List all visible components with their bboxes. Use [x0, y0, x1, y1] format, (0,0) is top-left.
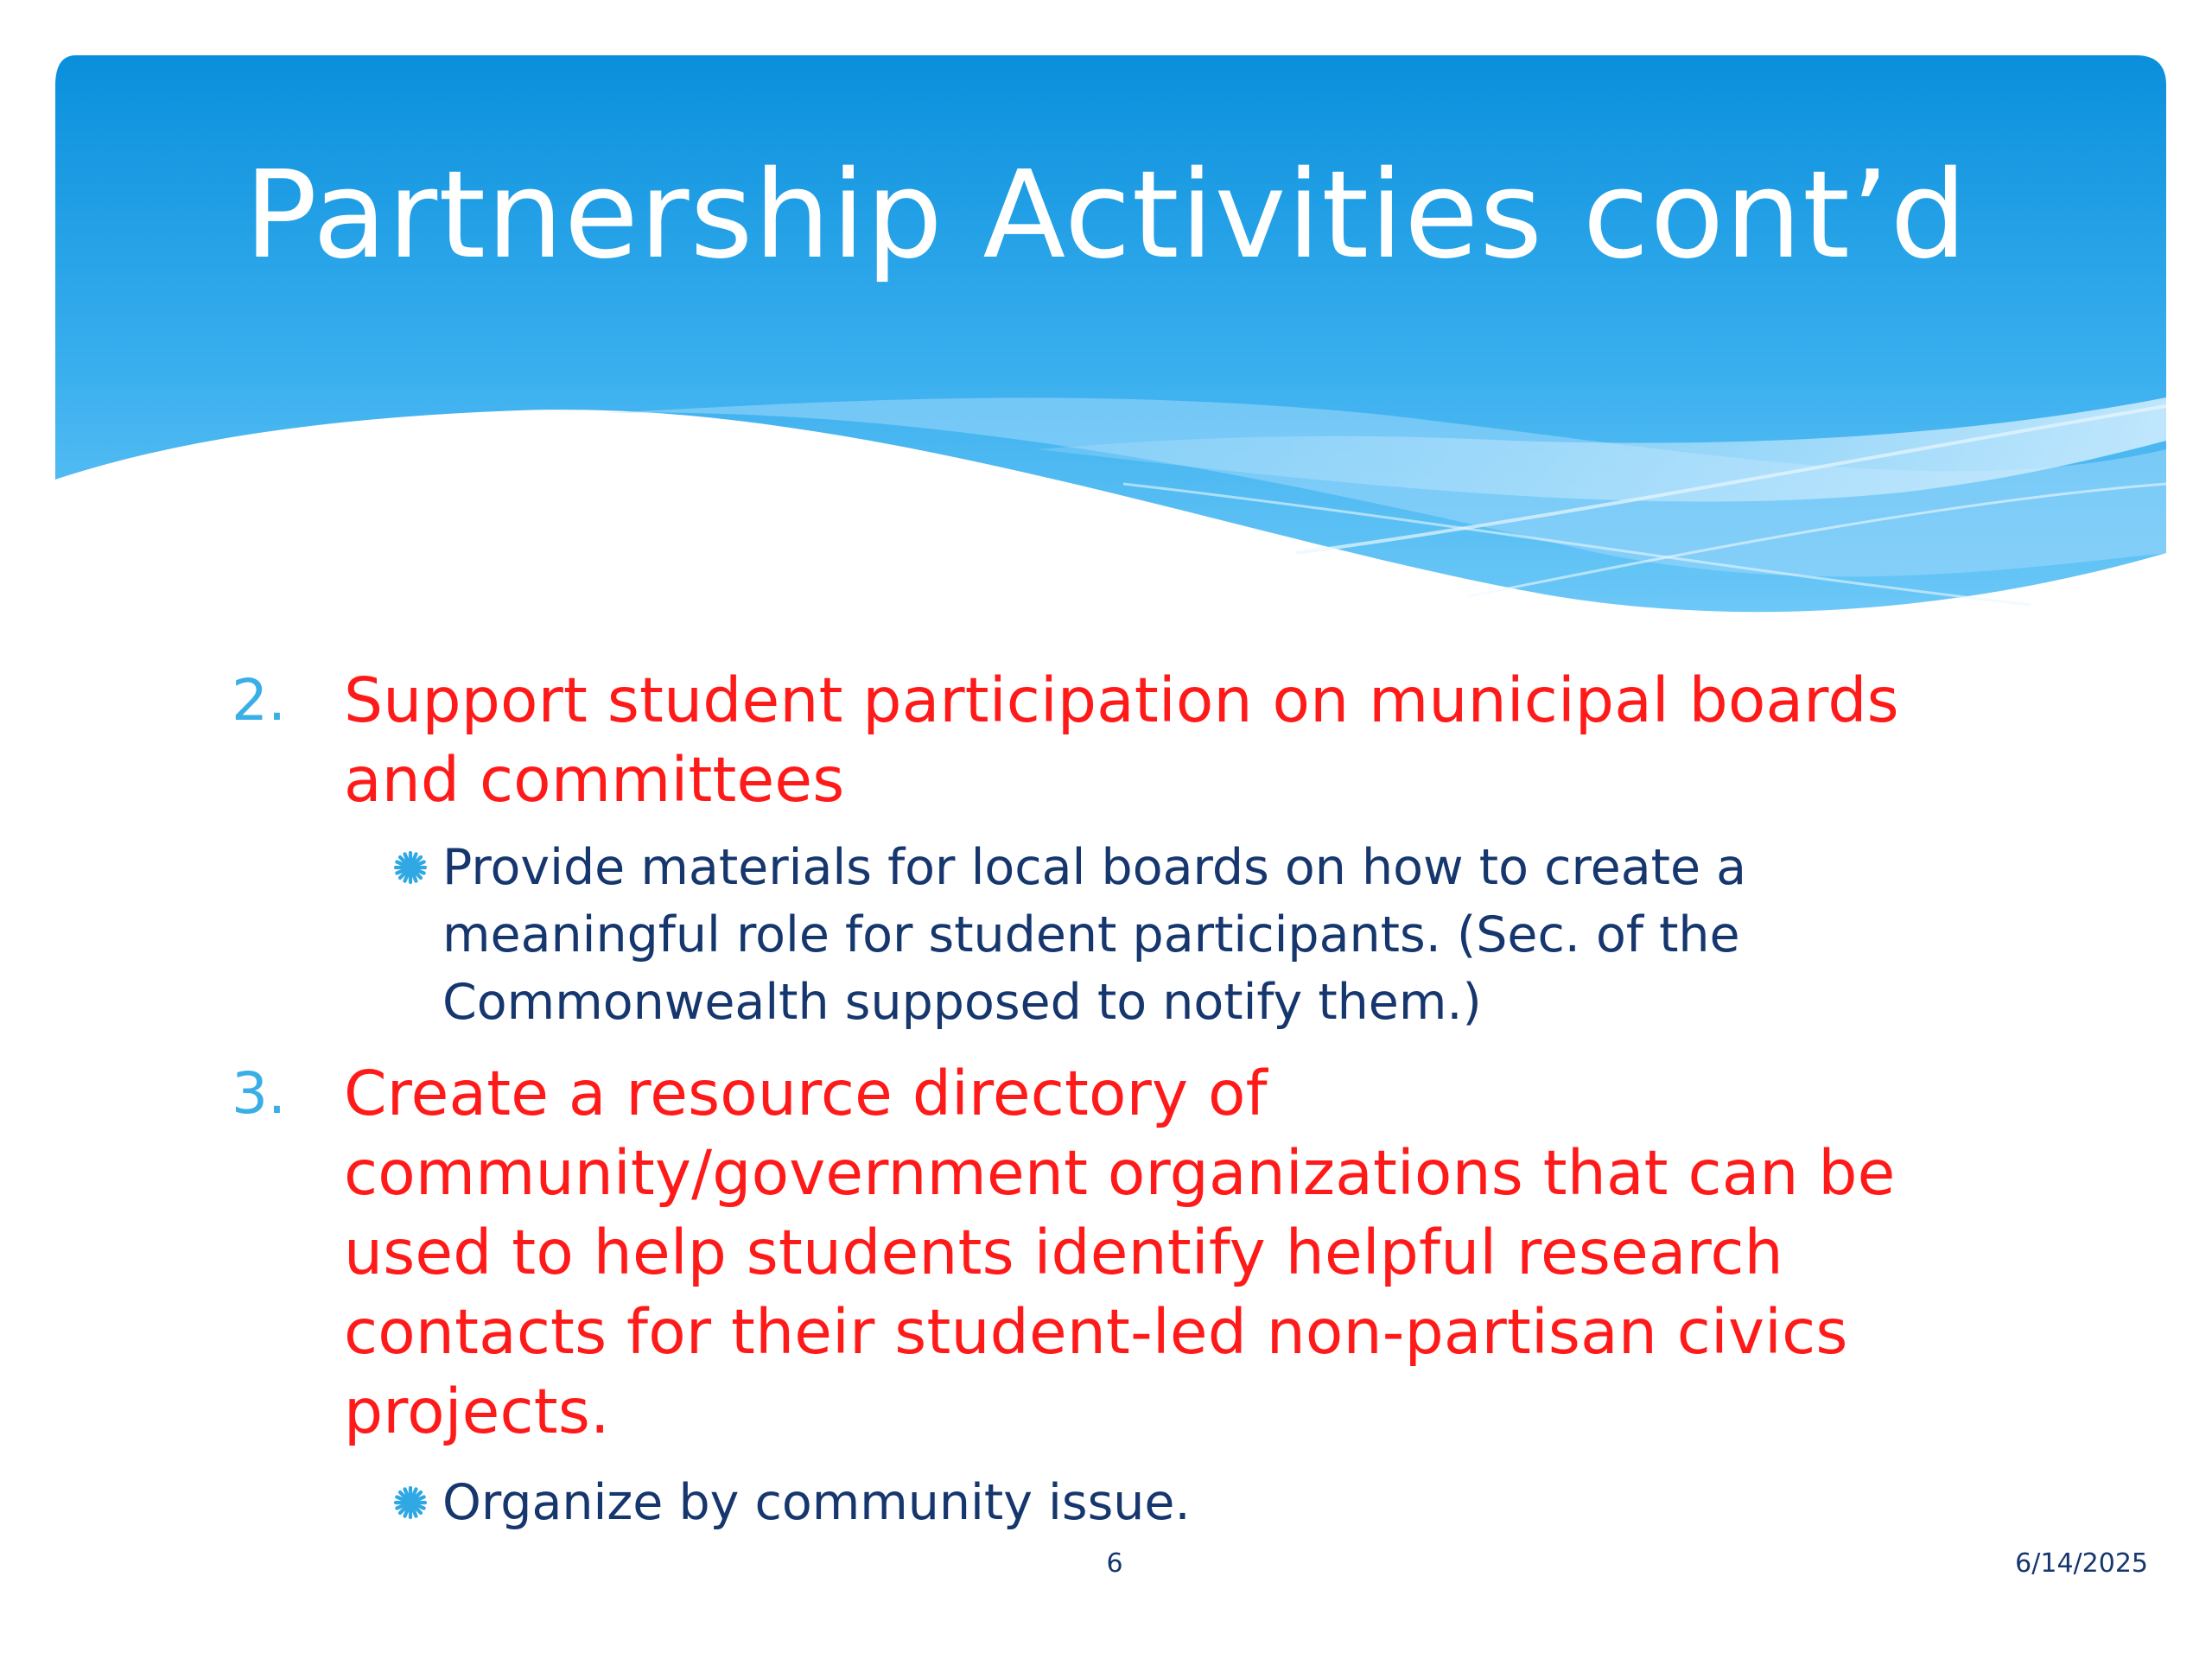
sub-list-item-text: Provide materials for local boards on how to create a meaningful role for student participants. (Sec. of the Commonwealth supposed to notify them.) [442, 839, 1747, 1031]
slide-title: Partnership Activities cont’d [244, 145, 1968, 286]
list-item-number: 2. [232, 667, 286, 734]
list-item-text: Support student participation on municipal boards and committees [344, 664, 1899, 816]
sub-list-item-text: Organize by community issue. [442, 1474, 1191, 1531]
list-item-text: Create a resource directory of community/government organizations that can be used to help students identify helpful research contacts for their student-led non-partisan civics projects. [344, 1058, 1896, 1447]
starburst-bullet-icon [389, 834, 432, 901]
slide-page-number: 6 [1106, 1548, 1123, 1579]
starburst-bullet-icon [389, 1469, 432, 1536]
list-item [232, 1054, 1994, 1460]
header-wave-background [0, 0, 2212, 657]
sub-list-item [389, 1469, 1910, 1538]
sub-list-item [389, 834, 1910, 1041]
list-item-number: 3. [232, 1060, 286, 1127]
list-item [232, 661, 1994, 825]
slide-date: 6/14/2025 [2015, 1548, 2148, 1579]
